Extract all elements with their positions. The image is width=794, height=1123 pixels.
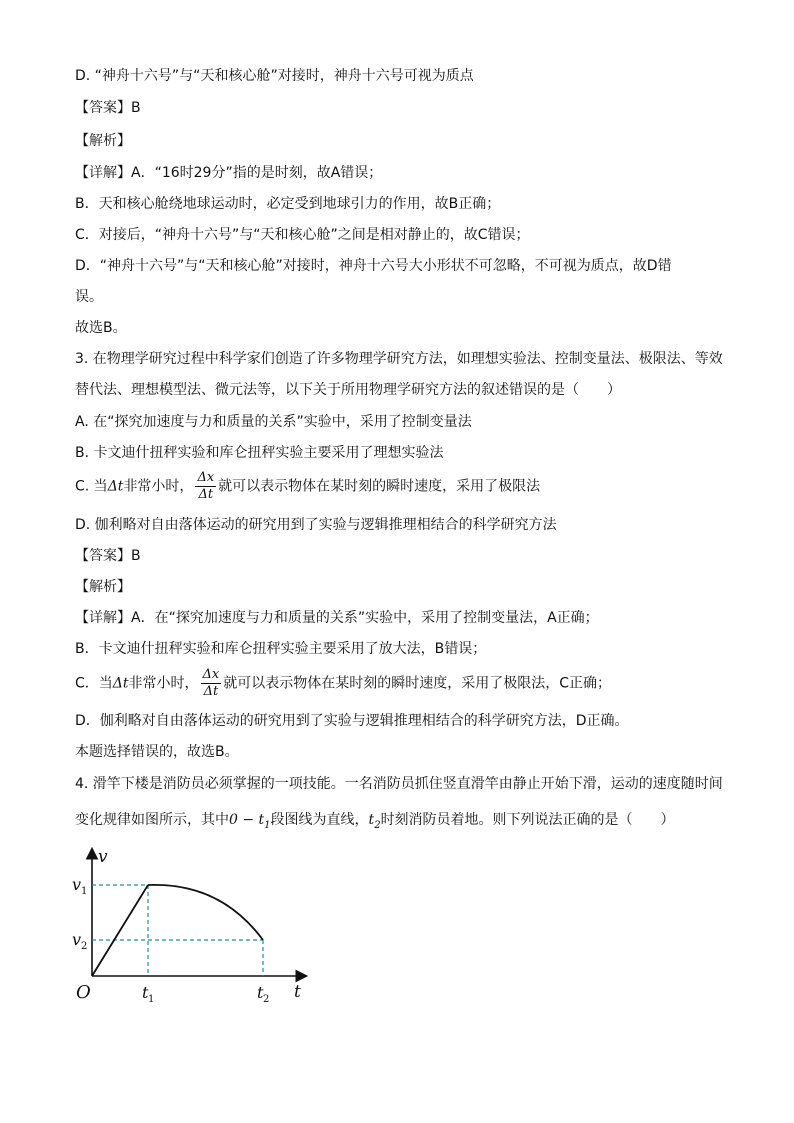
analysis-label-q2: 【解析】 (75, 133, 131, 149)
delta-fraction: $\frac{\Delta x}{\Delta t}$ (197, 470, 215, 502)
option-d-q2: D. “神舟十六号”与“天和核心舱”对接时，神舟十六号可视为质点 (75, 68, 474, 84)
detail-d-q2-cont: 误。 (75, 289, 103, 305)
v1-label: v (72, 875, 82, 894)
t1-label: t (142, 983, 149, 1002)
detail-c-q2: C．对接后，“神舟十六号”与“天和核心舱”之间是相对静止的，故C错误； (75, 227, 530, 243)
question-4-stem-cont: 变化规律如图所示，其中$0 - t_1$段图线为直线，$t_2$时刻消防员着地。则下列说法正确的是（ ） (75, 812, 675, 831)
analysis-label-q3: 【解析】 (75, 579, 131, 595)
curve-segment (148, 885, 263, 940)
conclusion-q2: 故选B。 (75, 320, 127, 336)
v-axis-label: v (98, 847, 108, 867)
v1-subscript: 1 (81, 886, 88, 897)
linear-segment (92, 885, 148, 976)
v2-subscript: 2 (81, 941, 88, 952)
option-a-q3: A. 在“探究加速度与力和质量的关系”实验中，采用了控制变量法 (75, 414, 472, 430)
question-3-stem: 3. 在物理学研究过程中科学家们创造了许多物理学研究方法，如理想实验法、控制变量法、极限法、等效 (75, 351, 723, 367)
delta-fraction: $\frac{\Delta x}{\Delta t}$ (202, 667, 220, 699)
t1-subscript: 1 (148, 994, 155, 1005)
question-4-stem: 4. 滑竿下楼是消防员必须掌握的一项技能。一名消防员抓住竖直滑竿由静止开始下滑，运动的速度随时间 (75, 776, 723, 792)
detail-a-q3: 【详解】A．在“探究加速度与力和质量的关系”实验中，采用了控制变量法，A正确； (75, 610, 599, 626)
option-d-q3: D. 伽利略对自由落体运动的研究用到了实验与逻辑推理相结合的科学研究方法 (75, 517, 557, 533)
v2-label: v (72, 930, 82, 949)
t-axis-label: t (294, 982, 301, 1002)
detail-a-q2: 【详解】A．“16时29分”指的是时刻，故A错误； (75, 165, 383, 181)
conclusion-q3: 本题选择错误的，故选B。 (75, 744, 239, 760)
origin-label: O (76, 982, 91, 1003)
detail-d-q2: D．“神舟十六号”与“天和核心舱”对接时，神舟十六号大小形状不可忽略，不可视为质点，故D错 (75, 258, 672, 274)
answer-label-q2: 【答案】B (75, 100, 141, 116)
t2-subscript: 2 (263, 994, 270, 1005)
velocity-time-graph (60, 840, 320, 1010)
detail-d-q3: D．伽利略对自由落体运动的研究用到了实验与逻辑推理相结合的科学研究方法，D正确。 (75, 713, 629, 729)
detail-b-q2: B．天和核心舱绕地球运动时，必定受到地球引力的作用，故B正确； (75, 196, 501, 212)
detail-c-q3: C．当Δt非常小时， $\frac{\Delta x}{\Delta t}$ 就可以表示物体在某时刻的瞬时速度，采用了极限法，C正确； (75, 667, 612, 699)
option-c-q3: C. 当Δt非常小时， $\frac{\Delta x}{\Delta t}$ 就可以表示物体在某时刻的瞬时速度，采用了极限法 (75, 470, 541, 502)
option-b-q3: B. 卡文迪什扭秤实验和库仑扭秤实验主要采用了理想实验法 (75, 445, 444, 461)
answer-label-q3: 【答案】B (75, 548, 141, 564)
question-3-stem-cont: 替代法、理想模型法、微元法等，以下关于所用物理学研究方法的叙述错误的是（ ） (75, 382, 621, 398)
t2-label: t (257, 983, 264, 1002)
detail-b-q3: B．卡文迪什扭秤实验和库仑扭秤实验主要采用了放大法，B错误； (75, 641, 487, 657)
